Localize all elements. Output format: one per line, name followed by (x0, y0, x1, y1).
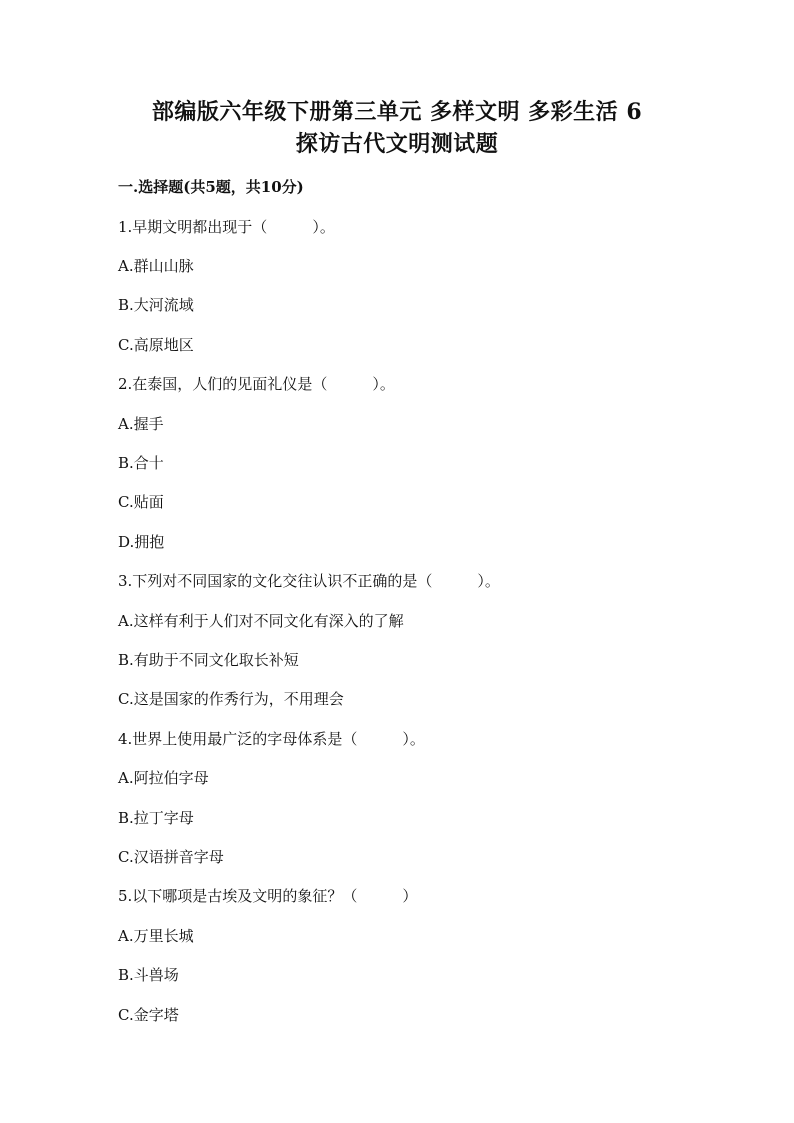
question-2-stem: 2.在泰国，人们的见面礼仪是（ ）。 (118, 375, 395, 393)
question-5-stem: 5.以下哪项是古埃及文明的象征？（ ） (118, 887, 418, 905)
question-1-stem: 1.早期文明都出现于（ ）。 (118, 218, 335, 236)
question-3-option-c: C.这是国家的作秀行为，不用理会 (118, 690, 344, 708)
question-5-option-a: A.万里长城 (118, 927, 194, 945)
question-2-option-a: A.握手 (118, 415, 164, 433)
question-1-option-b: B.大河流域 (118, 296, 194, 314)
question-2-option-b: B.合十 (118, 454, 164, 472)
question-2-option-c: C.贴面 (118, 493, 164, 511)
question-4-option-b: B.拉丁字母 (118, 809, 194, 827)
question-4-option-a: A.阿拉伯字母 (118, 769, 209, 787)
question-1-option-a: A.群山山脉 (118, 257, 194, 275)
question-3-option-a: A.这样有利于人们对不同文化有深入的了解 (118, 612, 404, 630)
document-title-line1: 部编版六年级下册第三单元 多样文明 多彩生活 6 (151, 99, 643, 125)
question-3-option-b: B.有助于不同文化取长补短 (118, 651, 299, 669)
question-5-option-b: B.斗兽场 (118, 966, 179, 984)
question-4-stem: 4.世界上使用最广泛的字母体系是（ ）。 (118, 730, 425, 748)
question-2-option-d: D.拥抱 (118, 533, 165, 551)
document-title-line2: 探访古代文明测试题 (295, 131, 499, 157)
question-3-stem: 3.下列对不同国家的文化交往认识不正确的是（ ）。 (118, 572, 500, 590)
question-4-option-c: C.汉语拼音字母 (118, 848, 224, 866)
question-5-option-c: C.金字塔 (118, 1006, 179, 1024)
question-1-option-c: C.高原地区 (118, 336, 194, 354)
section-heading: 一.选择题(共5题，共10分) (118, 178, 304, 196)
